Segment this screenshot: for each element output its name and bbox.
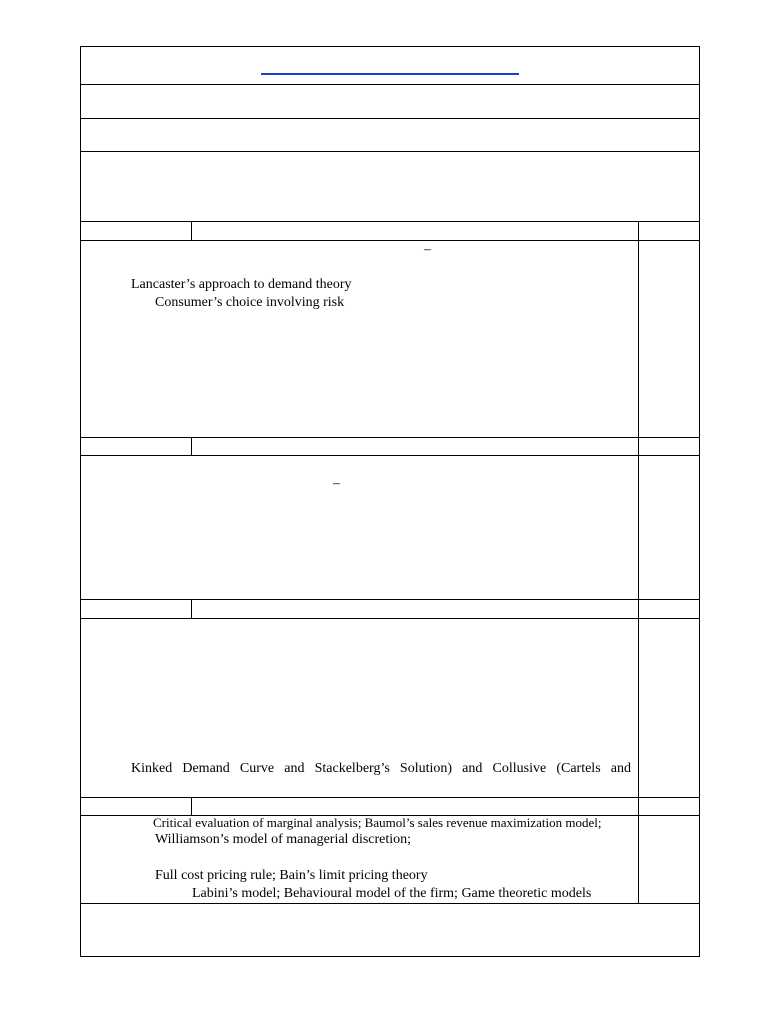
unit1-dash: – <box>424 242 431 257</box>
title-link-underline[interactable] <box>261 73 519 75</box>
column-divider <box>638 221 639 903</box>
unit4-line: Williamson’s model of managerial discretion; <box>155 832 412 847</box>
unit2-dash: – <box>333 476 340 491</box>
unit1-line: Consumer’s choice involving risk <box>155 295 345 310</box>
row-divider <box>80 221 700 222</box>
unit4-line: Labini’s model; Behavioural model of the firm; Game theoretic models <box>192 886 592 901</box>
unit3-line: Kinked Demand Curve and Stackelberg’s Solution) and Collusive (Cartels and <box>131 761 631 776</box>
row-divider <box>80 84 700 85</box>
column-divider <box>191 437 192 455</box>
row-divider <box>80 797 700 798</box>
row-divider <box>80 118 700 119</box>
column-divider <box>191 221 192 240</box>
unit4-line: Critical evaluation of marginal analysis; Baumol’s sales revenue maximization model; <box>153 815 602 830</box>
row-divider <box>80 599 700 600</box>
unit4-line: Full cost pricing rule; Bain’s limit pricing theory <box>155 868 428 883</box>
row-divider <box>80 455 700 456</box>
row-divider <box>80 903 700 904</box>
unit1-line: Lancaster’s approach to demand theory <box>131 277 352 292</box>
row-divider <box>80 240 700 241</box>
row-divider <box>80 151 700 152</box>
row-divider <box>80 437 700 438</box>
column-divider <box>191 797 192 815</box>
column-divider <box>191 599 192 618</box>
row-divider <box>80 618 700 619</box>
